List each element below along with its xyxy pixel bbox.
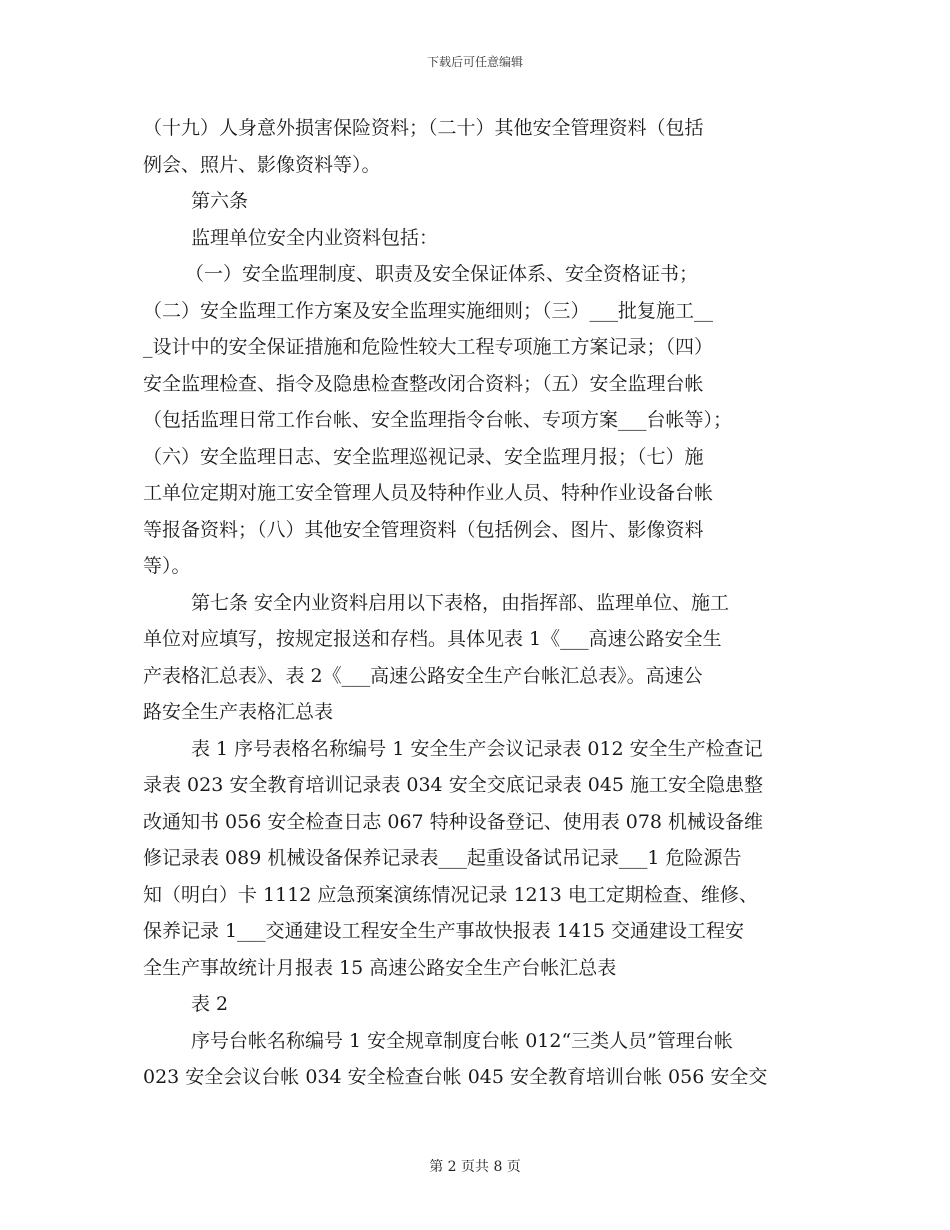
paragraph-line: 保养记录 1___交通建设工程安全生产事故快报表 1415 交通建设工程安 [143, 920, 745, 942]
paragraph-line: _设计中的安全保证措施和危险性较大工程专项施工方案记录；（四） [143, 336, 714, 358]
paragraph-line: （包括监理日常工作台帐、安全监理指令台帐、专项方案___台帐等）； [143, 409, 733, 431]
paragraph-line: 产表格汇总表》、表 2《___高速公路安全生产台帐汇总表》。高速公 [143, 664, 703, 687]
page-number: 第 2 页共 8 页 [429, 1159, 521, 1175]
paragraph-line: 等）。 [143, 555, 191, 577]
paragraph-line: 023 安全会议台帐 034 安全检查台帐 045 安全教育培训台帐 056 安全交 [143, 1066, 768, 1088]
document-body [143, 110, 823, 1096]
paragraph-line: 单位对应填写，按规定报送和存档。具体见表 1《___高速公路安全生 [143, 628, 722, 650]
paragraph-line: （六）安全监理日志、安全监理巡视记录、安全监理月报；（七）施 [143, 445, 704, 468]
paragraph-line: 等报备资料；（八）其他安全管理资料（包括例会、图片、影像资料 [143, 518, 704, 541]
paragraph-line: （二）安全监理工作方案及安全监理实施细则；（三）___批复施工__ [143, 299, 714, 322]
paragraph-line: 安全监理检查、指令及隐患检查整改闭合资料；（五）安全监理台帐 [143, 372, 704, 395]
page-header: 下载后可任意编辑 [426, 55, 523, 69]
paragraph-line: 监理单位安全内业资料包括： [191, 226, 439, 249]
paragraph-line: 路安全生产表格汇总表 [143, 701, 334, 723]
paragraph-line: 表 1 序号表格名称编号 1 安全生产会议记录表 012 安全生产检查记 [191, 737, 763, 760]
paragraph-line: 工单位定期对施工安全管理人员及特种作业人员、特种作业设备台帐 [143, 482, 714, 504]
paragraph-line: 序号台帐名称编号 1 安全规章制度台帐 012“三类人员”管理台帐 [191, 1029, 733, 1052]
paragraph-line: 知（明白）卡 1112 应急预案演练情况记录 1213 电工定期检查、维修、 [143, 883, 758, 906]
table-caption: 表 2 [191, 993, 229, 1015]
paragraph-line: 录表 023 安全教育培训记录表 034 安全交底记录表 045 施工安全隐患整 [143, 774, 764, 796]
paragraph-line: 改通知书 056 安全检查日志 067 特种设备登记、使用表 078 机械设备维 [143, 810, 764, 833]
article-heading: 第六条 [191, 190, 249, 212]
paragraph-line: 第七条 安全内业资料启用以下表格，由指挥部、监理单位、施工 [191, 591, 730, 614]
paragraph-line: （十九）人身意外损害保险资料；（二十）其他安全管理资料（包括 [143, 117, 704, 139]
paragraph-line: 修记录表 089 机械设备保养记录表___起重设备试吊记录___1 危险源告 [143, 847, 742, 869]
paragraph-line: （一）安全监理制度、职责及安全保证体系、安全资格证书； [185, 263, 699, 285]
paragraph-line: 全生产事故统计月报表 15 高速公路安全生产台帐汇总表 [143, 956, 617, 979]
paragraph-line: 例会、照片、影像资料等）。 [143, 153, 381, 176]
